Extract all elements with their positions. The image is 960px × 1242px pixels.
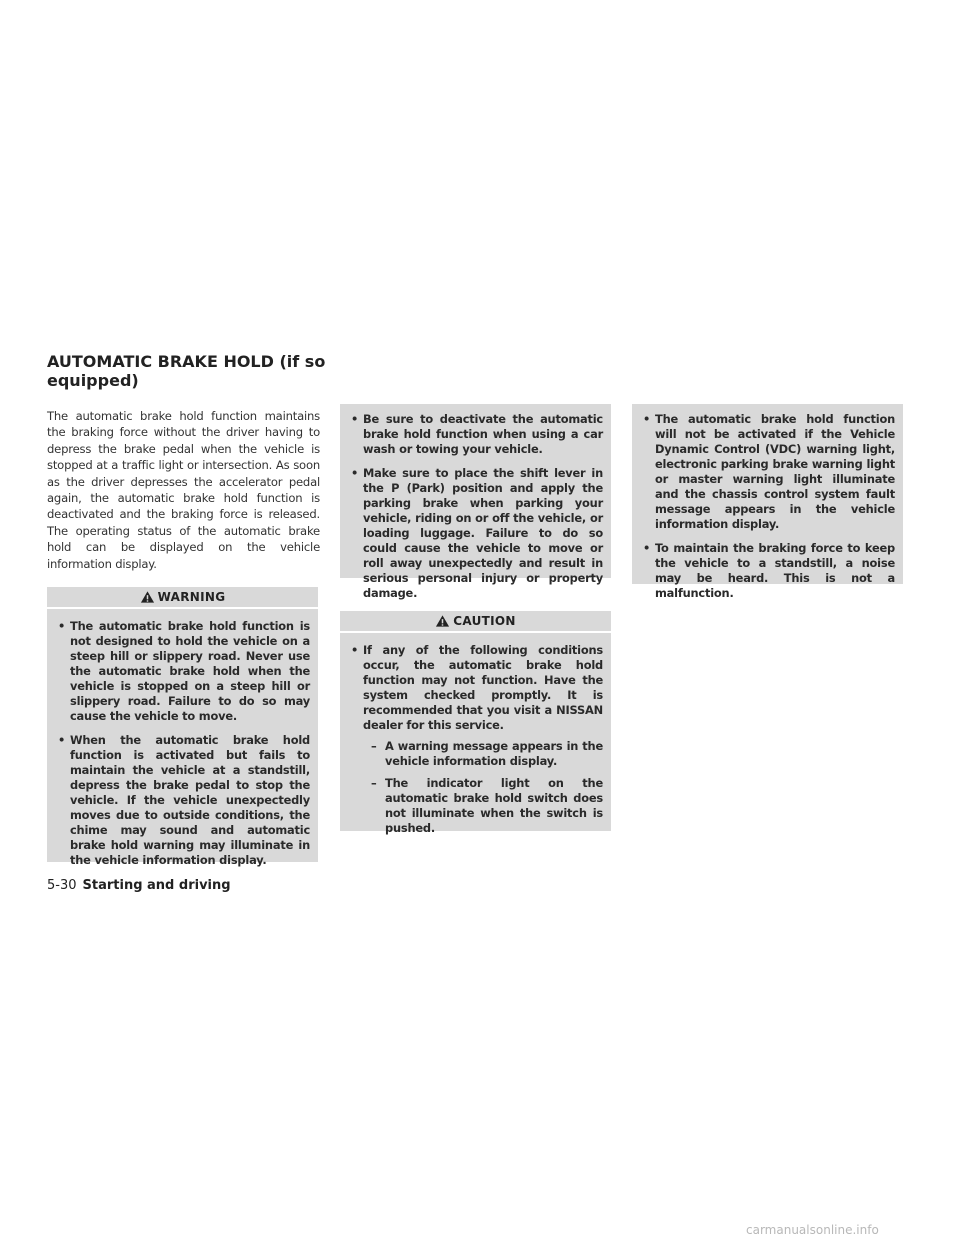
warning-item: • The automatic brake hold function is not designed to hold the vehicle on a steep hill or slippery road. Never use the automatic brake hold when the vehicle is stopped on a steep hill or slippery road. Failure to do so may cause the vehicle to move. [55,619,310,724]
caution-sub-list [363,739,603,836]
watermark: carmanualsonline.info [746,1223,879,1237]
caution-header [348,611,603,631]
caution-label: CAUTION [453,614,516,628]
caution-list [348,643,603,836]
caution-item: • To maintain the braking force to keep the vehicle to a standstill, a noise may be heard. This is not a malfunction. [640,541,895,601]
caution-item: • The automatic brake hold function will not be activated if the Vehicle Dynamic Control (VDC) warning light, electronic parking brake warning light or master warning light illuminate and the chassis control system fault message appears in the vehicle information display. [640,412,895,532]
caution-sub-item: – A warning message appears in the vehicle information display. [363,739,603,769]
chapter-title: Starting and driving [82,878,231,893]
page-number: 5-30 [47,878,77,893]
warning-divider [47,607,318,609]
warning-item: • Make sure to place the shift lever in the P (Park) position and apply the parking brake when parking your vehicle, riding on or off the vehicle, or loading luggage. Failure to do so could cause the vehicle to move or roll away unexpectedly and result in serious personal injury or property damage. [348,466,603,601]
warning-label: WARNING [157,590,226,604]
warning-header [55,587,310,607]
warning-triangle-icon [140,590,155,604]
warning-list-continued [348,412,603,601]
caution-list-continued [640,412,895,601]
caution-divider [340,631,611,633]
caution-triangle-icon [435,614,450,628]
page-footer [47,878,231,893]
intro-paragraph: The automatic brake hold function maintains the braking force without the driver having to depress the brake pedal when the vehicle is stopped at a traffic light or intersection. As soon as the driver depresses the accelerator pedal again, the automatic brake hold function is deactivated and the braking force is released. The operating status of the automatic brake hold can be displayed on the vehicle information display. [47,409,320,571]
caution-item [348,643,603,836]
warning-item: • Be sure to deactivate the automatic brake hold function when using a car wash or towing your vehicle. [348,412,603,457]
warning-box [47,587,318,867]
warning-list [55,619,310,868]
warning-box-continued [340,404,611,600]
section-title: AUTOMATIC BRAKE HOLD (if so equipped) [47,352,326,390]
caution-box-continued [632,404,903,600]
caution-box [340,611,611,835]
warning-item: • When the automatic brake hold function is activated but fails to maintain the vehicle at a standstill, depress the brake pedal to stop the vehicle. If the vehicle unexpectedly moves due to outside conditions, the chime may sound and automatic brake hold warning may illuminate in the vehicle information display. [55,733,310,868]
caution-sub-item: – The indicator light on the automatic brake hold switch does not illuminate when the switch is pushed. [363,776,603,836]
caution-item-text: If any of the following conditions occur, the automatic brake hold function may not function. Have the system checked promptly. It is recommended that you visit a NISSAN dealer for this service. [363,643,603,732]
